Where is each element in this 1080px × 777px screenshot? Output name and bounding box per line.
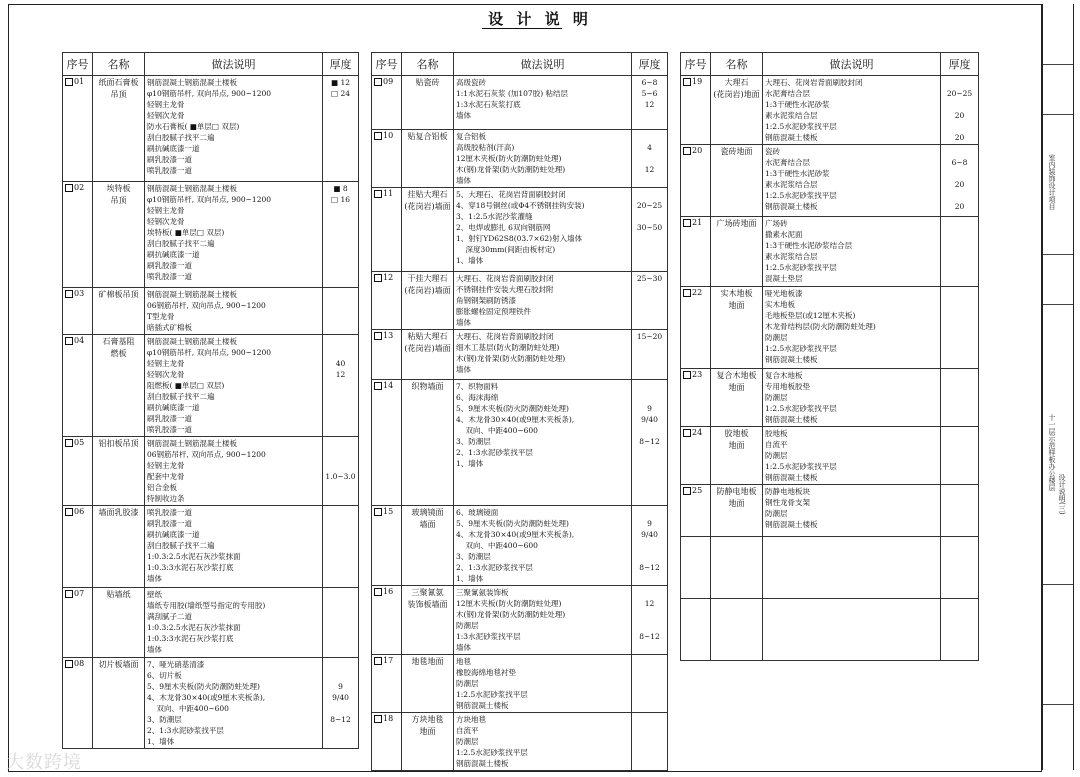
row-method: 钢筋混凝土钢筋混凝土楼板 06钢筋吊杆, 双向吊点, 900~1200 轻钢主龙骨 配套中龙骨 铝合金板 特制收边条: [145, 437, 323, 506]
row-number-label: 23: [692, 370, 703, 379]
row-number[interactable]: [63, 658, 93, 749]
row-method: 钢筋混凝土钢筋混凝土楼板 φ10钢筋吊杆, 双向吊点, 900~1200 轻钢主龙骨 轻钢次龙骨 阻燃板( ■单层□ 双层) 刮白胶腻子找平二遍 刷抗碱底漆一道 刷乳胶漆一道 喷乳胶漆一道: [145, 335, 323, 437]
row-number[interactable]: [63, 506, 93, 588]
row-name: 地毯地面: [402, 655, 454, 713]
empty-cell: [763, 599, 941, 661]
table-row: [372, 713, 668, 771]
row-name: 干挂大理石 (花岗岩)墙面: [402, 272, 454, 330]
row-method: 钢筋混凝土钢筋混凝土楼板 φ10钢筋吊杆, 双向吊点, 900~1200 轻钢主龙骨 轻钢次龙骨 埃特板( ■单层□ 双层) 刮白胶腻子找平二遍 刷抗碱底漆一道 刷乳胶漆一道 喷乳胶漆一道: [145, 182, 323, 288]
row-thickness: 40 12: [323, 335, 359, 437]
row-name: 挂贴大理石 (花岗岩)墙面: [402, 188, 454, 272]
checkbox-icon[interactable]: [65, 184, 73, 192]
table-row: [372, 76, 668, 130]
header-name: 名称: [93, 53, 145, 76]
header-no: 序号: [63, 53, 93, 76]
row-method: 广场砖 撒素水泥面 1:3干硬性水泥砂浆结合层 素水泥浆结合层 1:2.5水泥砂浆找平层 混凝土垫层: [763, 217, 941, 287]
row-number[interactable]: [681, 76, 711, 145]
table-row: [681, 217, 979, 287]
table-row: [63, 288, 359, 335]
row-thickness: ■ 8 □ 16: [323, 182, 359, 288]
checkbox-icon[interactable]: [65, 439, 73, 447]
row-method: 钢筋混凝土钢筋混凝土楼板 φ10钢筋吊杆, 双向吊点, 900~1200 轻钢主龙骨 轻钢次龙骨 防水石膏板( ■单层□ 双层) 刮白胶腻子找平二遍 刷抗碱底漆一道 刷乳胶漆一道 喷乳胶漆一道: [145, 76, 323, 182]
row-name: 防静电地板 地面: [711, 485, 763, 537]
row-number[interactable]: [372, 330, 402, 380]
row-method: 胶地板 自流平 防潮层 1:2.5水泥砂浆找平层 钢筋混凝土楼板: [763, 427, 941, 485]
checkbox-icon[interactable]: [683, 289, 691, 297]
row-method: 复合木地板 专用地板胶垫 防潮层 1:2.5水泥砂浆找平层 钢筋混凝土楼板: [763, 369, 941, 427]
checkbox-icon[interactable]: [65, 290, 73, 298]
table-row: [681, 145, 979, 217]
row-name: 复合木地板 地面: [711, 369, 763, 427]
row-number[interactable]: [63, 288, 93, 335]
empty-row: [681, 599, 979, 661]
row-name: 实木地板 地面: [711, 287, 763, 369]
watermark-logo: 大数跨境: [6, 752, 82, 773]
row-name: 墙面乳胶漆: [93, 506, 145, 588]
row-name: 切片板墙面: [93, 658, 145, 749]
row-thickness: 20~25 20 20: [941, 76, 979, 145]
checkbox-icon[interactable]: [374, 274, 382, 282]
drawing-name: 设计说明(三): [1058, 474, 1066, 515]
empty-cell: [711, 599, 763, 661]
row-method: 瓷砖 水泥膏结合层 1:3干硬性水泥砂浆 素水泥浆结合层 1:2.5水泥砂浆找平层 钢筋混凝土楼板: [763, 145, 941, 217]
table-row: [372, 272, 668, 330]
checkbox-icon[interactable]: [65, 508, 73, 516]
row-name: 贴墙纸: [93, 588, 145, 658]
table-row: [681, 485, 979, 537]
row-thickness: [941, 217, 979, 287]
header-no: 序号: [372, 53, 402, 76]
row-number-label: 15: [383, 507, 394, 516]
row-method: 7、哑光硝基清漆 6、切片板 5、9厘木夹板(防火防潮防蛀处理) 4、木龙骨30×40(或9厘木夹板条), 双向、中距400~600 3、防潮层 2、1:3水泥砂浆找平层 1、墙体: [145, 658, 323, 749]
row-number[interactable]: [372, 76, 402, 130]
row-thickness: [323, 588, 359, 658]
row-thickness: [632, 655, 668, 713]
row-number[interactable]: [63, 335, 93, 437]
header-thickness: 厚度: [323, 53, 359, 76]
checkbox-icon[interactable]: [65, 660, 73, 668]
row-name: 石膏基阻 燃板: [93, 335, 145, 437]
row-thickness: [323, 288, 359, 335]
row-thickness: 15~20: [632, 330, 668, 380]
row-thickness: 6~8 20 20: [941, 145, 979, 217]
spec-table-1: [62, 52, 359, 749]
row-name: 粘贴大理石 (花岗岩)墙面: [402, 330, 454, 380]
checkbox-icon[interactable]: [65, 78, 73, 86]
table-row: [681, 427, 979, 485]
row-number-label: 18: [383, 714, 394, 723]
table-row: [681, 76, 979, 145]
table-row: [372, 506, 668, 586]
row-number-label: 25: [692, 486, 703, 495]
row-thickness: 4 12: [632, 130, 668, 188]
row-name: 织物墙面: [402, 380, 454, 506]
table-row: [63, 588, 359, 658]
row-number[interactable]: [681, 427, 711, 485]
row-thickness: 9 9/40 8~12: [632, 380, 668, 506]
table-row: [63, 335, 359, 437]
row-name: 胶地板 地面: [711, 427, 763, 485]
row-number[interactable]: [372, 586, 402, 655]
row-number-label: 11: [383, 189, 394, 198]
row-method: 壁纸 墙纸专用胶(墙纸型号指定的专用胶) 满刮腻子二道 1:0.3:2.5水泥石灰沙浆抹面 1:0.3:3水泥石灰沙浆打底 墙体: [145, 588, 323, 658]
row-number[interactable]: [372, 188, 402, 272]
empty-row: [681, 537, 979, 599]
empty-cell: [763, 537, 941, 599]
row-number[interactable]: [681, 287, 711, 369]
row-number-label: 06: [74, 507, 85, 516]
row-number[interactable]: [372, 506, 402, 586]
row-name: 大理石 (花岗岩)地面: [711, 76, 763, 145]
row-method: 地毯 橡胶海绵地毯衬垫 防潮层 1:2.5水泥砂浆找平层 钢筋混凝土楼板: [454, 655, 632, 713]
checkbox-icon[interactable]: [374, 715, 382, 723]
row-number[interactable]: [681, 217, 711, 287]
header-name: 名称: [711, 53, 763, 76]
table-row: [372, 655, 668, 713]
row-name: 广场砖地面: [711, 217, 763, 287]
row-thickness: [632, 713, 668, 771]
row-number-label: 21: [692, 218, 703, 227]
checkbox-icon[interactable]: [374, 657, 382, 665]
row-name: 贴复合铝板: [402, 130, 454, 188]
row-name: 铝扣板吊顶: [93, 437, 145, 506]
row-name: 三聚氰氨 装饰板墙面: [402, 586, 454, 655]
row-number-label: 10: [383, 131, 394, 140]
row-method: 大理石、花岗岩背面刷胶封闭 不锈钢挂件安装大理石胶封附 角钢钢架刷防锈漆 膨胀螺栓固定预埋铁件 墙体: [454, 272, 632, 330]
row-number-label: 20: [692, 146, 703, 155]
row-number-label: 14: [383, 381, 394, 390]
row-thickness: ■ 12 □ 24: [323, 76, 359, 182]
row-method: 方块地毯 自流平 防潮层 1:2.5水泥砂浆找平层 钢筋混凝土楼板: [454, 713, 632, 771]
row-thickness: 20~25 30~50: [632, 188, 668, 272]
row-thickness: [941, 427, 979, 485]
row-method: 哑光地板漆 实木地板 毛地板垫层(或12厘木夹板) 木龙骨结构层(防火防潮防蛀处理) 防潮层 1:2.5水泥砂浆找平层 钢筋混凝土楼板: [763, 287, 941, 369]
table-row: [372, 380, 668, 506]
row-number-label: 24: [692, 428, 703, 437]
empty-cell: [681, 537, 711, 599]
table-row: [681, 287, 979, 369]
row-method: 7、织物面料 6、海沫海绵 5、9厘木夹板(防火防潮防蛀处理) 4、木龙骨30×40(或9厘木夹板条), 双向、中距400~600 3、防潮层 2、1:3水泥砂浆找平层 1、墙体: [454, 380, 632, 506]
row-thickness: [941, 485, 979, 537]
row-method: 大理石、花岗岩背面刷胶封闭 水泥膏结合层 1:3干硬性水泥砂浆 素水泥浆结合层 1:2.5水泥砂浆找平层 钢筋混凝土楼板: [763, 76, 941, 145]
row-thickness: [323, 506, 359, 588]
row-number[interactable]: [63, 76, 93, 182]
row-thickness: 1.0~3.0: [323, 437, 359, 506]
checkbox-icon[interactable]: [683, 219, 691, 227]
row-number[interactable]: [681, 145, 711, 217]
row-method: 大理石、花岗岩背面刷胶封闭 细木工基层(防火防潮防蛀处理) 木(钢)龙骨架(防火防潮防蛀处理) 墙体: [454, 330, 632, 380]
row-number-label: 08: [74, 659, 85, 668]
table-row: [63, 506, 359, 588]
row-number-label: 01: [74, 77, 85, 86]
row-number-label: 19: [692, 77, 703, 86]
row-method: 5、大理石、花岗岩背面刷胶封闭 4、穿18号铜丝(或Φ4不锈钢挂钩安装) 3、1:2.5水泥沙浆灌缝 2、电焊或膨扎 6双向钢筋网 1、射钉YD62S8(03.7×62)射入墙体 深度30mm(间距由板材定) 1、墙体: [454, 188, 632, 272]
row-number[interactable]: [372, 713, 402, 771]
row-name: 玻璃镜面 墙面: [402, 506, 454, 586]
row-name: 埃特板 吊顶: [93, 182, 145, 288]
row-number-label: 03: [74, 289, 85, 298]
row-number-label: 05: [74, 438, 85, 447]
empty-cell: [941, 599, 979, 661]
row-method: 防静电地板块 钢性龙骨支架 防潮层 钢筋混凝土楼板: [763, 485, 941, 537]
row-number[interactable]: [372, 655, 402, 713]
row-thickness: 9 9/40 8~12: [632, 506, 668, 586]
title-underline: [482, 28, 562, 29]
checkbox-icon[interactable]: [374, 508, 382, 516]
table-row: [63, 437, 359, 506]
row-number[interactable]: [63, 437, 93, 506]
row-name: 贴瓷砖: [402, 76, 454, 130]
project-name: 室内装饰设计项目: [1048, 154, 1056, 210]
table-row: [372, 330, 668, 380]
checkbox-icon[interactable]: [683, 78, 691, 86]
row-method: 三聚氰氨装饰板 12厘木夹板(防火防潮防蛀处理) 木(钢)龙骨架(防火防潮防蛀处理) 防潮层 1:3水泥砂浆找平层 墙体: [454, 586, 632, 655]
row-number[interactable]: [681, 369, 711, 427]
row-number[interactable]: [681, 485, 711, 537]
checkbox-icon[interactable]: [65, 337, 73, 345]
table-row: [63, 658, 359, 749]
header-method: 做法说明: [145, 53, 323, 76]
row-thickness: 6~8 5~6 12: [632, 76, 668, 130]
table-row: [372, 188, 668, 272]
row-number[interactable]: [372, 272, 402, 330]
table-row: [681, 369, 979, 427]
table-row: [372, 130, 668, 188]
drawing-sheet-title: 十一层示范样板办公楼层: [1048, 414, 1056, 491]
checkbox-icon[interactable]: [683, 429, 691, 437]
checkbox-icon[interactable]: [683, 487, 691, 495]
checkbox-icon[interactable]: [374, 78, 382, 86]
row-method: 钢筋混凝土钢筋混凝土楼板 06钢筋吊杆, 双向吊点, 900~1200 T型龙骨 暗插式矿棉板: [145, 288, 323, 335]
row-number-label: 17: [383, 656, 394, 665]
row-name: 矿棉板吊顶: [93, 288, 145, 335]
spec-table-2: [371, 52, 668, 771]
page-title: 设 计 说 明: [488, 10, 592, 28]
row-number-label: 07: [74, 589, 85, 598]
row-number-label: 09: [383, 77, 394, 86]
checkbox-icon[interactable]: [683, 147, 691, 155]
checkbox-icon[interactable]: [683, 371, 691, 379]
header-method: 做法说明: [763, 53, 941, 76]
table-row: [63, 182, 359, 288]
empty-cell: [941, 537, 979, 599]
row-number-label: 16: [383, 587, 394, 596]
row-number[interactable]: [63, 182, 93, 288]
checkbox-icon[interactable]: [374, 588, 382, 596]
row-number-label: 22: [692, 288, 703, 297]
row-method: 高级瓷砖 1:1水泥石灰浆 (加107胶) 粘结层 1:3水泥石灰浆打底 墙体: [454, 76, 632, 130]
row-thickness: [941, 287, 979, 369]
header-method: 做法说明: [454, 53, 632, 76]
header-no: 序号: [681, 53, 711, 76]
header-thickness: 厚度: [941, 53, 979, 76]
row-method: 6、玻璃镜面 5、9厘木夹板(防火防潮防蛀处理) 4、木龙骨30×40(或9厘木夹板条), 双向、中距400~600 3、防潮层 2、1:3水泥砂浆找平层 1、墙体: [454, 506, 632, 586]
row-thickness: [941, 369, 979, 427]
checkbox-icon[interactable]: [374, 190, 382, 198]
row-number-label: 02: [74, 183, 85, 192]
checkbox-icon[interactable]: [65, 590, 73, 598]
row-number-label: 04: [74, 336, 85, 345]
row-method: 复合铝板 高级胶粘剂(汗高) 12厘木夹板(防火防潮防蛀处理) 木(钢)龙骨架(防火防潮防蛀处理) 墙体: [454, 130, 632, 188]
row-method: 喷乳胶漆一道 刷乳胶漆一道 刷抗碱底漆一道 刮白胶腻子找平二遍 1:0.3:2.5水泥石灰沙浆抹面 1:0.3:3水泥石灰沙浆打底 墙体: [145, 506, 323, 588]
checkbox-icon[interactable]: [374, 332, 382, 340]
empty-cell: [711, 537, 763, 599]
row-name: 瓷砖地面: [711, 145, 763, 217]
table-row: [372, 586, 668, 655]
row-name: 方块地毯 地面: [402, 713, 454, 771]
empty-cell: [681, 599, 711, 661]
row-number-label: 13: [383, 331, 394, 340]
row-thickness: 25~30: [632, 272, 668, 330]
header-name: 名称: [402, 53, 454, 76]
row-number-label: 12: [383, 273, 394, 282]
row-thickness: 9 9/40 8~12: [323, 658, 359, 749]
row-thickness: 12 8~12: [632, 586, 668, 655]
row-number[interactable]: [372, 130, 402, 188]
header-thickness: 厚度: [632, 53, 668, 76]
spec-table-3: [680, 52, 979, 661]
row-number[interactable]: [372, 380, 402, 506]
checkbox-icon[interactable]: [374, 132, 382, 140]
table-row: [63, 76, 359, 182]
row-number[interactable]: [63, 588, 93, 658]
checkbox-icon[interactable]: [374, 382, 382, 390]
row-name: 纸面石膏板 吊顶: [93, 76, 145, 182]
title-block: [1042, 4, 1074, 770]
